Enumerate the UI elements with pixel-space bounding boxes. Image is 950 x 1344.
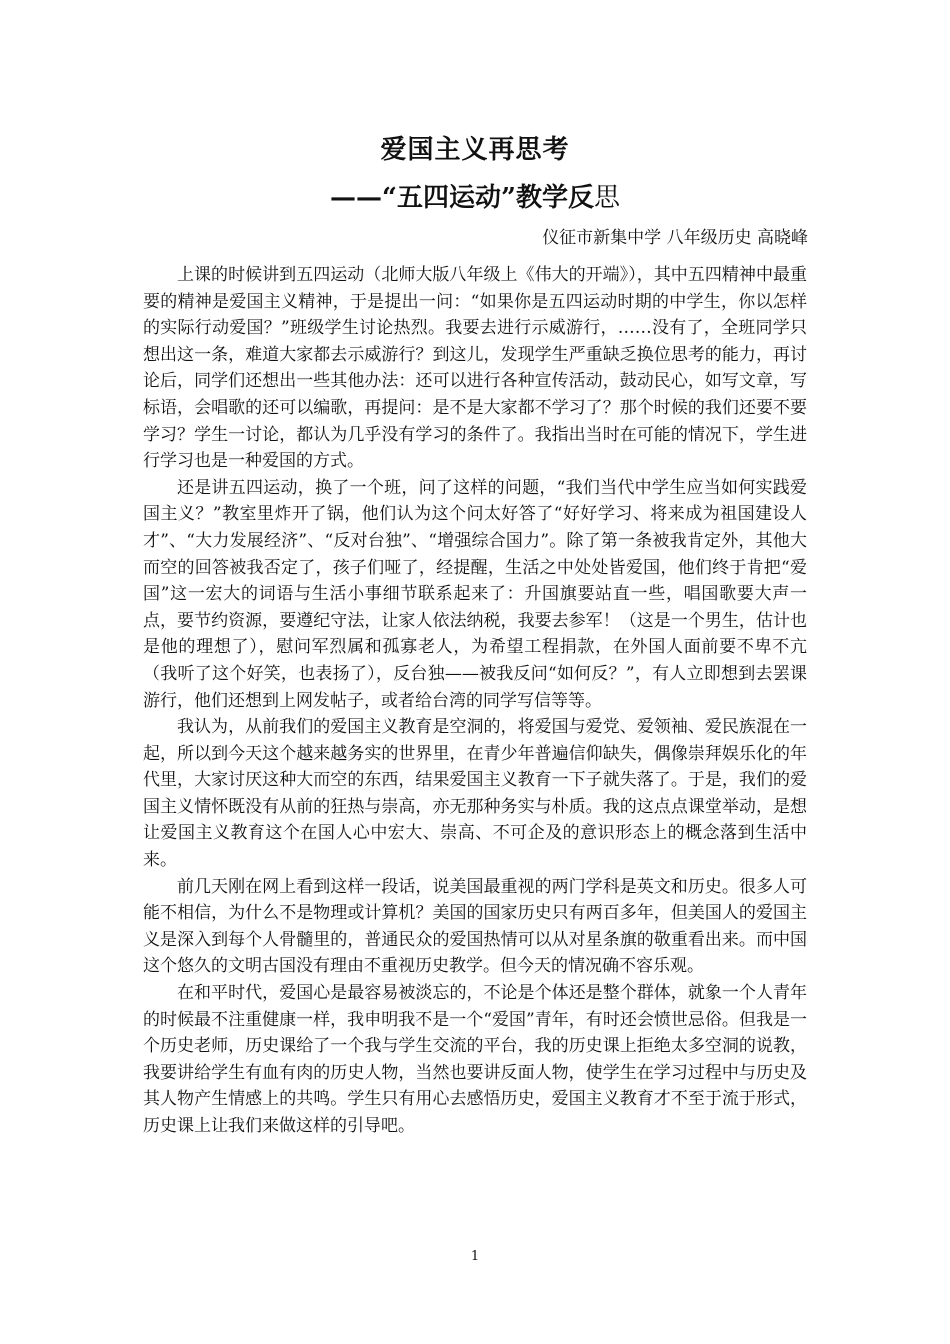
document-subtitle <box>0 176 950 220</box>
paragraph: 上课的时候讲到五四运动（北师大版八年级上《伟大的开端》），其中五四精神中最重要的精神是爱国主义精神，于是提出一问：“如果你是五四运动时期的中学生，你以怎样的实际行动爱国？”班级学生讨论热烈。我要去进行示威游行，……没有了，全班同学只想出这一条，难道大家都去示威游行？到这儿，发现学生严重缺乏换位思考的能力，再讨论后，同学们还想出一些其他办法：还可以进行各种宣传活动，鼓动民心，如写文章，写标语，会唱歌的还可以编歌，再提问：是不是大家都不学习了？那个时候的我们还要不要学习？学生一讨论，都认为几乎没有学习的条件了。我指出当时在可能的情况下，学生进行学习也是一种爱国的方式。 <box>143 265 807 472</box>
paragraph: 还是讲五四运动，换了一个班，问了这样的问题，“我们当代中学生应当如何实践爱国主义？”教室里炸开了锅，他们认为这个问太好答了“好好学习、将来成为祖国建设人才”、“大力发展经济”、“反对台独”、“增强综合国力”。除了第一条被我肯定外，其他大而空的回答被我否定了，孩子们哑了，经提醒，生活之中处处皆爱国，他们终于肯把“爱国”这一宏大的词语与生活小事细节联系起来了：升国旗要站直一些，唱国歌要大声一点，要节约资源，要遵纪守法，让家人依法纳税，我要去参军！（这是一个男生，估计也是他的理想了），慰问军烈属和孤寡老人，为希望工程捐款，在外国人面前要不卑不亢（我听了这个好笑，也表扬了），反台独——被我反问“如何反？”，有人立即想到去罢课游行，他们还想到上网发帖子，或者给台湾的同学写信等等。 <box>143 477 807 711</box>
subtitle-tail: 思 <box>593 183 620 213</box>
paragraph: 我认为，从前我们的爱国主义教育是空洞的，将爱国与爱党、爱领袖、爱民族混在一起，所以到今天这个越来越务实的世界里，在青少年普遍信仰缺失，偶像崇拜娱乐化的年代里，大家讨厌这种大而空的东西，结果爱国主义教育一下子就失落了。于是，我们的爱国主义情怀既没有从前的狂热与崇高，亦无那种务实与朴质。我的这点点课堂举动，是想让爱国主义教育这个在国人心中宏大、崇高、不可企及的意识形态上的概念落到生活中来。 <box>143 717 807 871</box>
subtitle-main: ——“五四运动”教学反 <box>330 183 594 213</box>
document-title: 爱国主义再思考 <box>380 135 570 165</box>
document-body <box>143 262 807 1140</box>
author-line: 仪征市新集中学 八年级历史 高晓峰 <box>542 228 808 248</box>
page-number: 1 <box>470 1249 480 1264</box>
paragraph: 在和平时代，爱国心是最容易被淡忘的，不论是个体还是整个群体，就象一个人青年的时候最不注重健康一样，我申明我不是一个“爱国”青年，有时还会愤世忌俗。但我是一个历史老师，历史课给了一个我与学生交流的平台，我的历史课上拒绝太多空洞的说教，我要讲给学生有血有肉的历史人物，当然也要讲反面人物，使学生在学习过程中与历史及其人物产生情感上的共鸣。学生只有用心去感悟历史，爱国主义教育才不至于流于形式，历史课上让我们来做这样的引导吧。 <box>143 983 807 1136</box>
paragraph: 前几天刚在网上看到这样一段话，说美国最重视的两门学科是英文和历史。很多人可能不相信，为什么不是物理或计算机？美国的国家历史只有两百多年，但美国人的爱国主义是深入到每个人骨髓里的，普通民众的爱国热情可以从对星条旗的敬重看出来。而中国这个悠久的文明古国没有理由不重视历史教学。但今天的情况确不容乐观。 <box>143 876 807 977</box>
